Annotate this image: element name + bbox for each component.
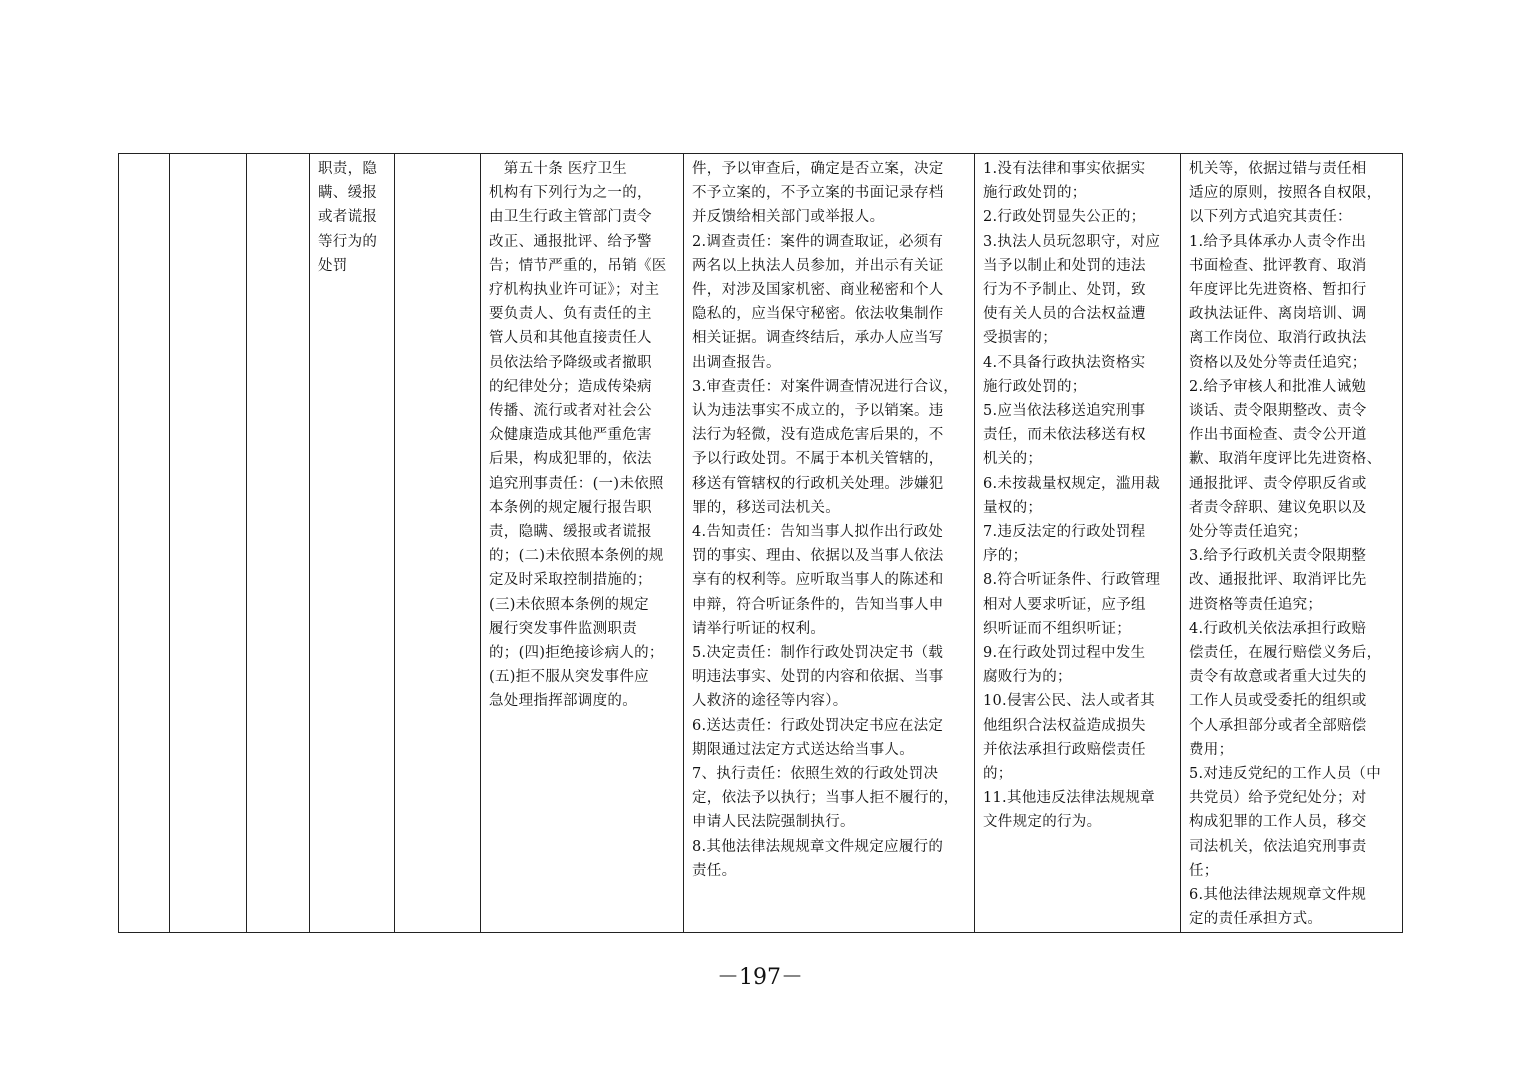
cell-accountability-methods — [1181, 154, 1403, 933]
text-line: 的； — [983, 766, 1013, 783]
text-line: 申辩，符合听证条件的，告知当事人申 — [692, 596, 944, 613]
text-line: 件，对涉及国家机密、商业秘密和个人 — [692, 282, 944, 299]
text-line: 歉、取消年度评比先进资格、 — [1189, 451, 1382, 468]
text-line: 年度评比先进资格、暂扣行 — [1189, 282, 1367, 299]
text-line: 定，依法予以执行；当事人拒不履行的， — [692, 790, 959, 807]
text-line: 6.送达责任：行政处罚决定书应在法定 — [692, 717, 944, 734]
text-line: 或者谎报 — [318, 209, 378, 226]
text-line: 急处理指挥部调度的。 — [489, 693, 637, 710]
text-line: 并反馈给相关部门或举报人。 — [692, 209, 885, 226]
text-line: 书面检查、批评教育、取消 — [1189, 257, 1367, 274]
text-line: 3.执法人员玩忽职守，对应 — [983, 233, 1161, 250]
text-line: 序的； — [983, 548, 1028, 565]
text-line: 由卫生行政主管部门责令 — [489, 209, 652, 226]
text-line: 任； — [1189, 862, 1219, 879]
text-line: 认为违法事实不成立的，予以销案。违 — [692, 403, 944, 420]
text-line: 6.未按裁量权规定，滥用裁 — [983, 475, 1161, 492]
text-line: 处分等责任追究； — [1189, 524, 1308, 541]
accountability-methods-lines — [1189, 157, 1395, 932]
text-line: 处罚 — [318, 257, 348, 274]
text-line: 件，予以审查后，确定是否立案，决定 — [692, 161, 944, 177]
text-line: 履行突发事件监测职责 — [489, 620, 637, 637]
text-line: 共党员）给予党纪处分；对 — [1189, 790, 1367, 807]
text-line: 的纪律处分；造成传染病 — [489, 378, 652, 395]
text-line: 后果，构成犯罪的，依法 — [489, 451, 652, 468]
text-line: 工作人员或受委托的组织或 — [1189, 693, 1367, 710]
duties-lines — [692, 157, 967, 883]
cell-duties — [684, 154, 975, 933]
text-line: 7.违反法定的行政处罚程 — [983, 524, 1146, 541]
text-line: 要负责人、负有责任的主 — [489, 306, 652, 323]
text-line: 5.应当依法移送追究刑事 — [983, 403, 1146, 420]
text-line: 偿责任，在履行赔偿义务后， — [1189, 645, 1382, 662]
item-name-lines — [318, 157, 387, 278]
text-line: 予以行政处罚。不属于本机关管辖的， — [692, 451, 944, 468]
cell-item-name — [310, 154, 395, 933]
text-line: 法行为轻微，没有造成危害后果的，不 — [692, 427, 944, 444]
text-line: 司法机关，依法追究刑事责 — [1189, 838, 1367, 855]
text-line: 传播、流行或者对社会公 — [489, 403, 652, 420]
text-line: 疗机构执业许可证》；对主 — [489, 282, 660, 299]
text-line: 改正、通报批评、给予警 — [489, 233, 652, 250]
text-line: 受损害的； — [983, 330, 1057, 347]
text-line: 机关等，依据过错与责任相 — [1189, 161, 1367, 177]
text-line: 相对人要求听证，应予组 — [983, 596, 1146, 613]
text-line: 瞒、缓报 — [318, 185, 378, 202]
text-line: 并依法承担行政赔偿责任 — [983, 741, 1146, 758]
text-line: 以下列方式追究其责任： — [1189, 209, 1352, 226]
text-line: 进资格等责任追究； — [1189, 596, 1323, 613]
text-line: 3.给予行政机关责令限期整 — [1189, 548, 1367, 565]
text-line: 2.行政处罚显失公正的； — [983, 209, 1146, 226]
text-line: (三)未依照本条例的规定 — [489, 596, 649, 613]
text-line: 1.没有法律和事实依据实 — [983, 161, 1146, 177]
text-line: 使有关人员的合法权益遭 — [983, 306, 1146, 323]
text-line: 请举行听证的权利。 — [692, 620, 826, 637]
text-line: 费用； — [1189, 741, 1234, 758]
accountability-cases-lines — [983, 157, 1173, 835]
responsibility-table — [118, 153, 1403, 933]
text-line: 构成犯罪的工作人员，移交 — [1189, 814, 1367, 831]
text-line: 11.其他违反法律法规规章 — [983, 790, 1155, 807]
text-line: 2.调查责任：案件的调查取证，必须有 — [692, 233, 944, 250]
text-line: 6.其他法律法规规章文件规 — [1189, 887, 1367, 904]
text-line: 4.告知责任：告知当事人拟作出行政处 — [692, 524, 944, 541]
cell-col1 — [119, 154, 170, 933]
text-line: 1.给予具体承办人责令作出 — [1189, 233, 1367, 250]
text-line: 7、执行责任：依照生效的行政处罚决 — [692, 766, 939, 783]
text-line: 谈话、责令限期整改、责令 — [1189, 403, 1367, 420]
page-number: －197－ — [717, 965, 803, 990]
text-line: 罪的，移送司法机关。 — [692, 499, 840, 516]
text-line: 机关的； — [983, 451, 1043, 468]
text-line: 4.不具备行政执法资格实 — [983, 354, 1146, 371]
text-line: 量权的； — [983, 499, 1043, 516]
text-line: 出调查报告。 — [692, 354, 781, 371]
text-line: 罚的事实、理由、依据以及当事人依法 — [692, 548, 944, 565]
text-line: 个人承担部分或者全部赔偿 — [1189, 717, 1367, 734]
text-line: 施行政处罚的； — [983, 378, 1087, 395]
text-line: 定及时采取控制措施的； — [489, 572, 652, 589]
text-line: 告；情节严重的，吊销《医 — [489, 257, 667, 274]
text-line: 作出书面检查、责令公开道 — [1189, 427, 1367, 444]
legal-basis-lines — [489, 157, 676, 714]
text-line: 期限通过法定方式送达给当事人。 — [692, 741, 914, 758]
cell-col2 — [170, 154, 247, 933]
text-line: 通报批评、责令停职反省或 — [1189, 475, 1367, 492]
text-line: 相关证据。调查终结后，承办人应当写 — [692, 330, 944, 347]
text-line: 10.侵害公民、法人或者其 — [983, 693, 1155, 710]
text-line: 施行政处罚的； — [983, 185, 1087, 202]
text-line: 者责令辞职、建议免职以及 — [1189, 499, 1367, 516]
text-line: 政执法证件、离岗培训、调 — [1189, 306, 1367, 323]
text-line: 本条例的规定履行报告职 — [489, 499, 652, 516]
text-line: 责，隐瞒、缓报或者谎报 — [489, 524, 652, 541]
text-line: 行为不予制止、处罚，致 — [983, 282, 1146, 299]
text-line: 申请人民法院强制执行。 — [692, 814, 855, 831]
text-line: 两名以上执法人员参加，并出示有关证 — [692, 257, 944, 274]
text-line: 第五十条 医疗卫生 — [489, 161, 628, 177]
text-line: 2.给予审核人和批准人诫勉 — [1189, 378, 1367, 395]
text-line: 文件规定的行为。 — [983, 814, 1102, 831]
text-line: 5.对违反党纪的工作人员（中 — [1189, 766, 1382, 783]
text-line: 的；(四)拒绝接诊病人的； — [489, 645, 664, 662]
text-line: 移送有管辖权的行政机关处理。涉嫌犯 — [692, 475, 944, 492]
text-line: 机构有下列行为之一的， — [489, 185, 652, 202]
text-line: (五)拒不服从突发事件应 — [489, 669, 649, 686]
text-line: 明违法事实、处罚的内容和依据、当事 — [692, 669, 944, 686]
text-line: 8.符合听证条件、行政管理 — [983, 572, 1161, 589]
text-line: 责任。 — [692, 862, 737, 879]
text-line: 等行为的 — [318, 233, 378, 250]
cell-accountability-cases — [975, 154, 1181, 933]
text-line: 责令有故意或者重大过失的 — [1189, 669, 1367, 686]
text-line: 管人员和其他直接责任人 — [489, 330, 652, 347]
text-line: 责任，而未依法移送有权 — [983, 427, 1146, 444]
text-line: 织听证而不组织听证； — [983, 620, 1131, 637]
text-line: 5.决定责任：制作行政处罚决定书（载 — [692, 645, 944, 662]
text-line: 他组织合法权益造成损失 — [983, 717, 1146, 734]
text-line: 追究刑事责任：(一)未依照 — [489, 475, 664, 492]
text-line: 3.审查责任：对案件调查情况进行合议， — [692, 378, 959, 395]
text-line: 的；(二)未依照本条例的规 — [489, 548, 664, 565]
text-line: 人救济的途径等内容）。 — [692, 693, 848, 710]
text-line: 享有的权利等。应听取当事人的陈述和 — [692, 572, 944, 589]
text-line: 资格以及处分等责任追究； — [1189, 354, 1367, 371]
text-line: 不予立案的，不予立案的书面记录存档 — [692, 185, 944, 202]
text-line: 职责，隐 — [318, 161, 378, 177]
text-line: 定的责任承担方式。 — [1189, 911, 1323, 928]
text-line: 4.行政机关依法承担行政赔 — [1189, 620, 1367, 637]
text-line: 腐败行为的； — [983, 669, 1072, 686]
text-line: 改、通报批评、取消评比先 — [1189, 572, 1367, 589]
text-line: 当予以制止和处罚的违法 — [983, 257, 1146, 274]
text-line: 9.在行政处罚过程中发生 — [983, 645, 1146, 662]
table-row — [119, 154, 1403, 933]
text-line: 离工作岗位、取消行政执法 — [1189, 330, 1367, 347]
cell-col5 — [395, 154, 481, 933]
text-line: 员依法给予降级或者撤职 — [489, 354, 652, 371]
text-line: 隐私的，应当保守秘密。依法收集制作 — [692, 306, 944, 323]
cell-col3 — [247, 154, 310, 933]
text-line: 适应的原则，按照各自权限， — [1189, 185, 1382, 202]
text-line: 8.其他法律法规规章文件规定应履行的 — [692, 838, 944, 855]
text-line: 众健康造成其他严重危害 — [489, 427, 652, 444]
cell-legal-basis — [481, 154, 684, 933]
